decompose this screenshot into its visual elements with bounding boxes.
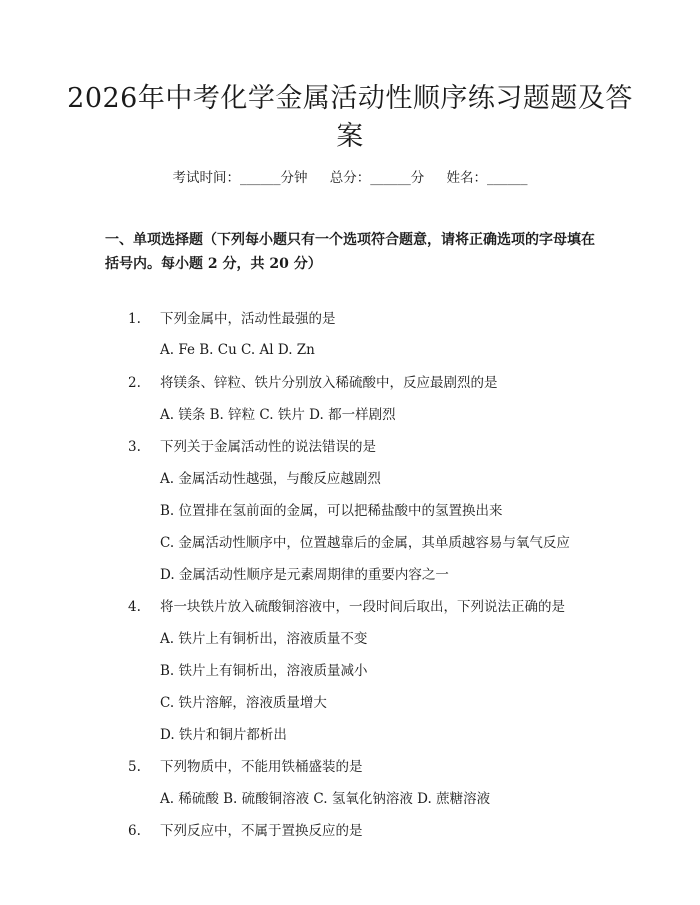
exam-info-line (0, 168, 700, 188)
question-number: 6. (128, 823, 141, 839)
question-option: D. 铁片和铜片都析出 (160, 727, 287, 743)
question-option: C. 金属活动性顺序中，位置越靠后的金属，其单质越容易与氧气反应 (160, 535, 570, 551)
question-number: 1. (128, 311, 141, 327)
exam-score-blank: ______ (370, 170, 411, 186)
question-text: 下列金属中，活动性最强的是 (160, 311, 336, 327)
question-option: B. 铁片上有铜析出，溶液质量减小 (160, 663, 368, 679)
exam-score (330, 168, 425, 188)
exam-name-blank: ______ (487, 170, 528, 186)
exam-time-label: 考试时间： (172, 170, 240, 186)
question-text: 下列关于金属活动性的说法错误的是 (160, 439, 376, 455)
question-option: B. 位置排在氢前面的金属，可以把稀盐酸中的氢置换出来 (160, 503, 503, 519)
exam-time-blank: ______ (239, 170, 281, 186)
question-option: C. 铁片溶解，溶液质量增大 (160, 695, 327, 711)
question-option: D. 金属活动性顺序是元素周期律的重要内容之一 (160, 567, 449, 583)
exam-time (172, 168, 307, 188)
question-option: A. 稀硫酸 B. 硫酸铜溶液 C. 氢氧化钠溶液 D. 蔗糖溶液 (160, 791, 491, 807)
exam-time-unit: 分钟 (280, 170, 308, 186)
question-number: 5. (128, 759, 141, 775)
section-heading: 一、单项选择题（下列每小题只有一个选项符合题意，请将正确选项的字母填在括号内。每小题 2 分，共 20 分） (105, 232, 595, 272)
question-option: A. 铁片上有铜析出，溶液质量不变 (160, 631, 368, 647)
question-number: 4. (128, 599, 141, 615)
question-option: A. 镁条 B. 锌粒 C. 铁片 D. 都一样剧烈 (160, 407, 396, 423)
question-number: 2. (128, 375, 141, 391)
exam-name (447, 168, 528, 188)
question-text: 下列物质中，不能用铁桶盛装的是 (160, 759, 363, 775)
exam-name-label: 姓名： (446, 170, 488, 186)
question-number: 3. (128, 439, 141, 455)
document-title: 2026年中考化学金属活动性顺序练习题题及答案 (67, 83, 633, 152)
question-text: 将一块铁片放入硫酸铜溶液中，一段时间后取出，下列说法正确的是 (160, 599, 565, 615)
exam-score-label: 总分： (329, 170, 371, 186)
question-option: A. Fe B. Cu C. Al D. Zn (160, 342, 315, 358)
question-option: A. 金属活动性越强，与酸反应越剧烈 (160, 471, 381, 487)
question-text: 将镁条、锌粒、铁片分别放入稀硫酸中，反应最剧烈的是 (160, 375, 498, 391)
exam-score-unit: 分 (410, 170, 425, 186)
question-text: 下列反应中，不属于置换反应的是 (160, 823, 363, 839)
